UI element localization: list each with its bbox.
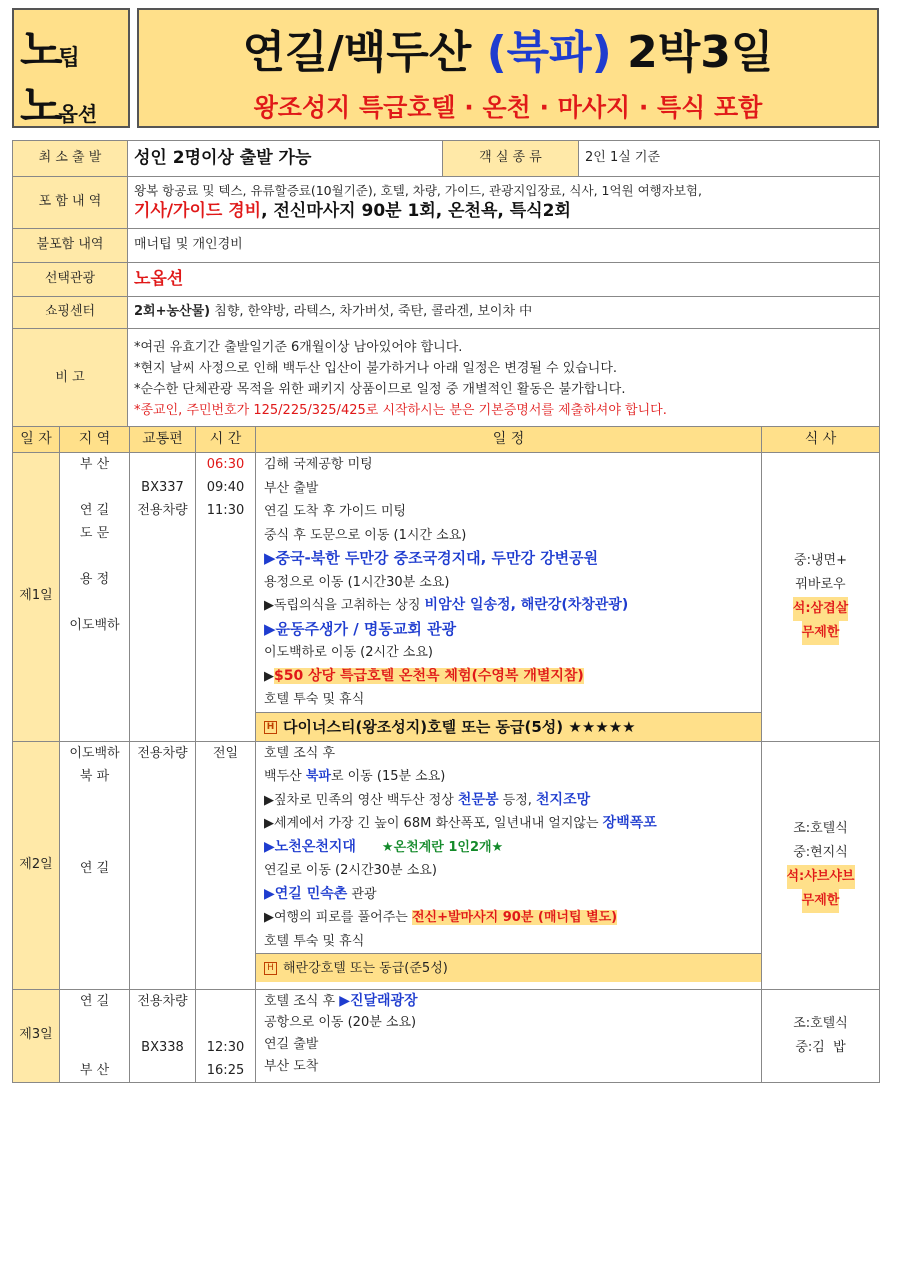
note-line: *여권 유효기간 출발일기준 6개월이상 남아있어야 합니다. [134, 339, 463, 355]
day2-time: 전일 [196, 741, 256, 989]
day3-label: 제3일 [13, 989, 60, 1082]
excluded-value: 매너팁 및 개인경비 [128, 229, 880, 263]
day1-regions: 부 산 연 길 도 문 용 정 이도백하 [60, 453, 130, 742]
day1-label: 제1일 [13, 453, 60, 742]
brand-logo [12, 8, 130, 132]
day2-hotel: H 해란강호텔 또는 동급(준5성) [256, 953, 761, 982]
day1-hotel: H 다이너스티(왕조성지)호텔 또는 동급(5성) ★★★★★ [256, 712, 761, 741]
room-type-label: 객 실 종 류 [443, 141, 579, 177]
shopping-value: 2회+농산물) 침향, 한약방, 라텍스, 차가버섯, 죽탄, 콜라겐, 보이차 中 [128, 297, 880, 329]
excluded-label: 불포함 내역 [13, 229, 128, 263]
col-transport: 교통편 [130, 427, 196, 453]
day1-meals: 중:냉면+ 꿔바로우 석:삼겹살 무제한 [762, 453, 880, 742]
day3-itinerary: 호텔 조식 후 ▶진달래광장 공항으로 이동 (20분 소요) 연길 출발 부산 도착 [256, 989, 762, 1082]
room-type-value: 2인 1실 기준 [579, 141, 880, 177]
col-time: 시 간 [196, 427, 256, 453]
included-value [128, 177, 880, 229]
day1-times: 06:30 09:40 11:30 [196, 453, 256, 742]
day3-transport: 전용차량 BX338 [130, 989, 196, 1082]
product-info-table [12, 140, 880, 429]
shopping-label: 쇼핑센터 [13, 297, 128, 329]
day3-row [13, 989, 880, 1082]
col-day: 일 자 [13, 427, 60, 453]
min-departure-label: 최 소 출 발 [13, 141, 128, 177]
itinerary-table [12, 426, 880, 1083]
hotel-icon: H [264, 721, 277, 734]
logo-no-option: 노옵션 [20, 81, 98, 132]
col-meals: 식 사 [762, 427, 880, 453]
notes-value [128, 329, 880, 429]
col-region: 지 역 [60, 427, 130, 453]
day2-row [13, 741, 880, 989]
col-itinerary: 일 정 [256, 427, 762, 453]
included-line2: 기사/가이드 경비, 전신마사지 90분 1회, 온천욕, 특식2회 [134, 200, 571, 221]
day2-label: 제2일 [13, 741, 60, 989]
note-line: *순수한 단체관광 목적을 위한 패키지 상품이므로 일정 중 개별적인 활동은 불가합니다. [134, 381, 626, 397]
day1-row [13, 453, 880, 742]
page-subtitle: 왕조성지 특급호텔 · 온천 · 마사지 · 특식 포함 [253, 93, 763, 122]
notes-label: 비 고 [13, 329, 128, 429]
logo-no-tip: 노팁 [20, 25, 80, 76]
day2-meals: 조:호텔식 중:현지식 석:샤브샤브 무제한 [762, 741, 880, 989]
day2-transport: 전용차량 [130, 741, 196, 989]
day3-regions: 연 길 부 산 [60, 989, 130, 1082]
page-title: 연길/백두산 (북파) 2박3일 [242, 27, 774, 78]
day3-meals: 조:호텔식 중:김 밥 [762, 989, 880, 1082]
included-line1: 왕복 항공료 및 텍스, 유류할증료(10월기준), 호텔, 차량, 가이드, 관광지입장료, 식사, 1억원 여행자보험, [134, 183, 702, 199]
day2-regions: 이도백하 북 파 연 길 [60, 741, 130, 989]
day1-transport: BX337 전용차량 [130, 453, 196, 742]
note-line: *현지 날씨 사정으로 인해 백두산 입산이 불가하거나 아래 일정은 변경될 수 있습니다. [134, 360, 618, 376]
title-banner [137, 8, 879, 128]
optional-tour-value: 노옵션 [128, 263, 880, 297]
included-label: 포 함 내 역 [13, 177, 128, 229]
min-departure-value: 성인 2명이상 출발 가능 [128, 141, 443, 177]
day2-itinerary: 호텔 조식 후 백두산 북파로 이동 (15분 소요) ▶짚차로 민족의 영산 백두산 정상 천문봉 등정, 천지조망 ▶세계에서 가장 긴 높이 68M 화산폭포, 일년내내 얼지않는 장백폭포 ▶노천온천지대 ★온천계란 1인2개★ 연길로 이동 (2시간30분 소요) ▶연길 민속촌 관광 ▶여행의 피로를 풀어주는 전신+발마사지 90분 (매너팁 별도) 호텔 투숙 및 휴식 H 해란강호텔 또는 동급(준5성) [256, 741, 762, 989]
day1-itinerary: 김해 국제공항 미팅 부산 출발 연길 도착 후 가이드 미팅 중식 후 도문으로 이동 (1시간 소요) ▶중국-북한 두만강 중조국경지대, 두만강 강변공원 용정으로 이동 (1시간30분 소요) ▶독립의식을 고취하는 상징 비암산 일송정, 해란강(차창관광) ▶윤동주생가 / 명동교회 관광 이도백하로 이동 (2시간 소요) ▶$50 상당 특급호텔 온천욕 체험(수영복 개별지참) 호텔 투숙 및 휴식 H 다이너스티(왕조성지)호텔 또는 동급(5성) ★★★★★ [256, 453, 762, 742]
day3-times: 12:30 16:25 [196, 989, 256, 1082]
note-line-important: *종교인, 주민번호가 125/225/325/425로 시작하시는 분은 기본증명서를 제출하셔야 합니다. [134, 402, 667, 418]
hotel-icon: H [264, 962, 277, 975]
optional-tour-label: 선택관광 [13, 263, 128, 297]
